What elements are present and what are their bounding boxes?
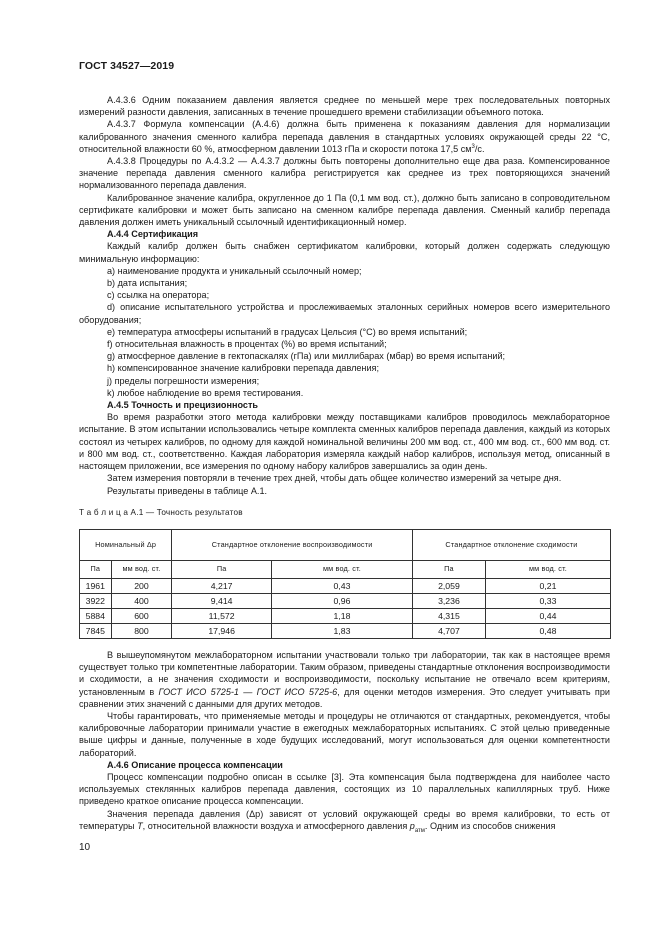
table-cell: 1,18 [272, 608, 413, 623]
header-unit-mm: мм вод. ст. [272, 560, 413, 578]
header-unit-mm: мм вод. ст. [111, 560, 172, 578]
heading-a445: А.4.5 Точность и прецизионность [107, 400, 258, 411]
table-cell: 0,48 [485, 623, 610, 638]
table-row [80, 578, 611, 593]
header-convergence: Стандартное отклонение сходимости [412, 529, 610, 560]
table-row [80, 623, 611, 638]
table-cell: 0,96 [272, 593, 413, 608]
table-cell: 17,946 [172, 623, 272, 638]
list-item: f) относительная влажность в процентах (%) во время испытаний; [107, 339, 387, 350]
paragraph-after-table-2: Чтобы гарантировать, что применяемые методы и процедуры не отличаются от стандартных, рекомендуется, чтобы калибровочные лаборатории принимали участие в ежегодных межлабораторных испытаниях. С этой целью приведенные выше цифры и данные, полученные в ходе будущих исследований, могут использоваться для оценки компетентности лабораторий. [79, 710, 610, 758]
list-item: h) компенсированное значение калибровки перепада давления; [107, 363, 379, 374]
table-cell: 0,21 [485, 578, 610, 593]
table-row [80, 593, 611, 608]
header-unit-mm: мм вод. ст. [485, 560, 610, 578]
table-row [80, 608, 611, 623]
paragraph-a446-2: Значения перепада давления (Δp) зависят от условий окружающей среды во время калибровки, то есть от температуры T, относительной влажности воздуха и атмосферного давления $p_{атм}$. Одним из способов снижения [79, 808, 610, 834]
table-cell: 4,707 [412, 623, 485, 638]
list-item: a) наименование продукта и уникальный ссылочный номер; [107, 265, 362, 276]
list-item: j) пределы погрешности измерения; [107, 375, 260, 386]
table-cell: 400 [111, 593, 172, 608]
table-cell: 4,217 [172, 578, 272, 593]
paragraph-calibrated-value: Калиброванное значение калибра, округленное до 1 Па (0,1 мм вод. ст.), должно быть записано в сопроводительном сертификате калибровки и может быть записано на сменном калибре перепада давления. Сменный калибр перепада давления должен иметь уникальный ссылочный идентификационный номер. [79, 192, 610, 228]
table-cell: 7845 [80, 623, 112, 638]
table-cell: 2,059 [412, 578, 485, 593]
list-item: b) дата испытания; [107, 278, 188, 289]
header-nominal: Номинальный Δp [80, 529, 172, 560]
paragraph-a437: А.4.3.7 Формула компенсации (А.4.6) должна быть применена к показаниям давления для нормализации калиброванного значения сменного калибра перепада давления в стандартных условиях окружающей среды 22 °С, относительной влажности 60 %, атмосферном давлении 1013 гПа и скорости потока 17,5 $см^3/с$. [79, 119, 610, 154]
list-item: g) атмосферное давление в гектопаскалях (гПа) или миллибарах (мбар) во время испытаний; [107, 351, 506, 362]
table-cell: 5884 [80, 608, 112, 623]
paragraph-a445-1: Во время разработки этого метода калибровки между поставщиками калибров проводилось межлабораторное испытание. В этом испытании использовались четыре комплекта сменных калибров перепада давления, каждый из которых состоял из четырех калибров, по одному для каждой номинальной величины 200 мм вод. ст., 400 мм вод. ст., 600 мм вод. ст. и 800 мм вод. ст., соответственно. Каждая лаборатория измеряла каждый набор калибров, используя метод, описанный в настоящем приложении, все измерения по одному набору калибров завершались за один день. [79, 412, 610, 472]
list-item: c) ссылка на оператора; [107, 290, 210, 301]
table-cell: 4,315 [412, 608, 485, 623]
list-item: d) описание испытательного устройства и прослеживаемых эталонных серийных номеров всего измерительного оборудования; [79, 302, 610, 325]
header-unit-pa: Па [172, 560, 272, 578]
table-cell: 0,43 [272, 578, 413, 593]
paragraph-a444-intro: Каждый калибр должен быть снабжен сертификатом калибровки, который должен содержать следующую минимальную информацию: [79, 241, 610, 264]
header-unit-pa: Па [80, 560, 112, 578]
table-caption: Т а б л и ц а А.1 — Точность результатов [79, 507, 243, 517]
header-unit-pa: Па [412, 560, 485, 578]
paragraph-a445-3: Результаты приведены в таблице А.1. [107, 485, 268, 496]
paragraph-after-table-1: В вышеупомянутом межлабораторном испытании участвовали только три лаборатории, так как в настоящее время существует только три компетентные лаборатории. Таким образом, приведены стандартные отклонения воспроизводимости и сходимости, а не значения сходимости и воспроизводимости, поскольку испытание не отвечало всем критериям, установленным в ГОСТ ИСО 5725-1 — ГОСТ ИСО 5725-6, для оценки методов измерения. Это следует учитывать при сравнении этих значений с данными для других методов. [79, 649, 610, 709]
list-item: k) любое наблюдение во время тестирования. [107, 387, 304, 398]
table-cell: 1961 [80, 578, 112, 593]
paragraph-a436: А.4.3.6 Одним показанием давления является среднее по меньшей мере трех последовательных повторных измерений разности давления, записанных в течение прошедшего времени стабилизации объемного потока. [79, 95, 610, 118]
heading-a446: А.4.6 Описание процесса компенсации [107, 759, 283, 770]
table-cell: 3922 [80, 593, 112, 608]
paragraph-a445-2: Затем измерения повторяли в течение трех дней, чтобы дать общее количество измерений за четыре дня. [107, 473, 562, 484]
header-reproducibility: Стандартное отклонение воспроизводимости [172, 529, 413, 560]
document-header: ГОСТ 34527—2019 [79, 60, 175, 72]
table-cell: 11,572 [172, 608, 272, 623]
table-cell: 9,414 [172, 593, 272, 608]
list-item: e) температура атмосферы испытаний в градусах Цельсия (°С) во время испытаний; [107, 326, 468, 337]
accuracy-table [79, 529, 611, 639]
table-cell: 3,236 [412, 593, 485, 608]
page-number: 10 [79, 842, 91, 853]
paragraph-a438: А.4.3.8 Процедуры по А.4.3.2 — А.4.3.7 должны быть повторены дополнительно еще два раза. Компенсированное значение перепада давления сменного калибра регистрируется как среднее из трех повторяющихся значений нормализованного перепада давления. [79, 156, 610, 191]
heading-a444: А.4.4 Сертификация [107, 229, 199, 240]
table-cell: 1,83 [272, 623, 413, 638]
table-cell: 800 [111, 623, 172, 638]
page-body [79, 94, 610, 832]
table-cell: 0,44 [485, 608, 610, 623]
table-cell: 600 [111, 608, 172, 623]
table-cell: 0,33 [485, 593, 610, 608]
table-cell: 200 [111, 578, 172, 593]
paragraph-a446-1: Процесс компенсации подробно описан в ссылке [3]. Эта компенсация была подтверждена для наиболее часто используемых стеклянных калибров перепада давления, состоящих из 10 параллельных капиллярных труб. Ниже приведено краткое описание процесса компенсации. [79, 771, 610, 807]
